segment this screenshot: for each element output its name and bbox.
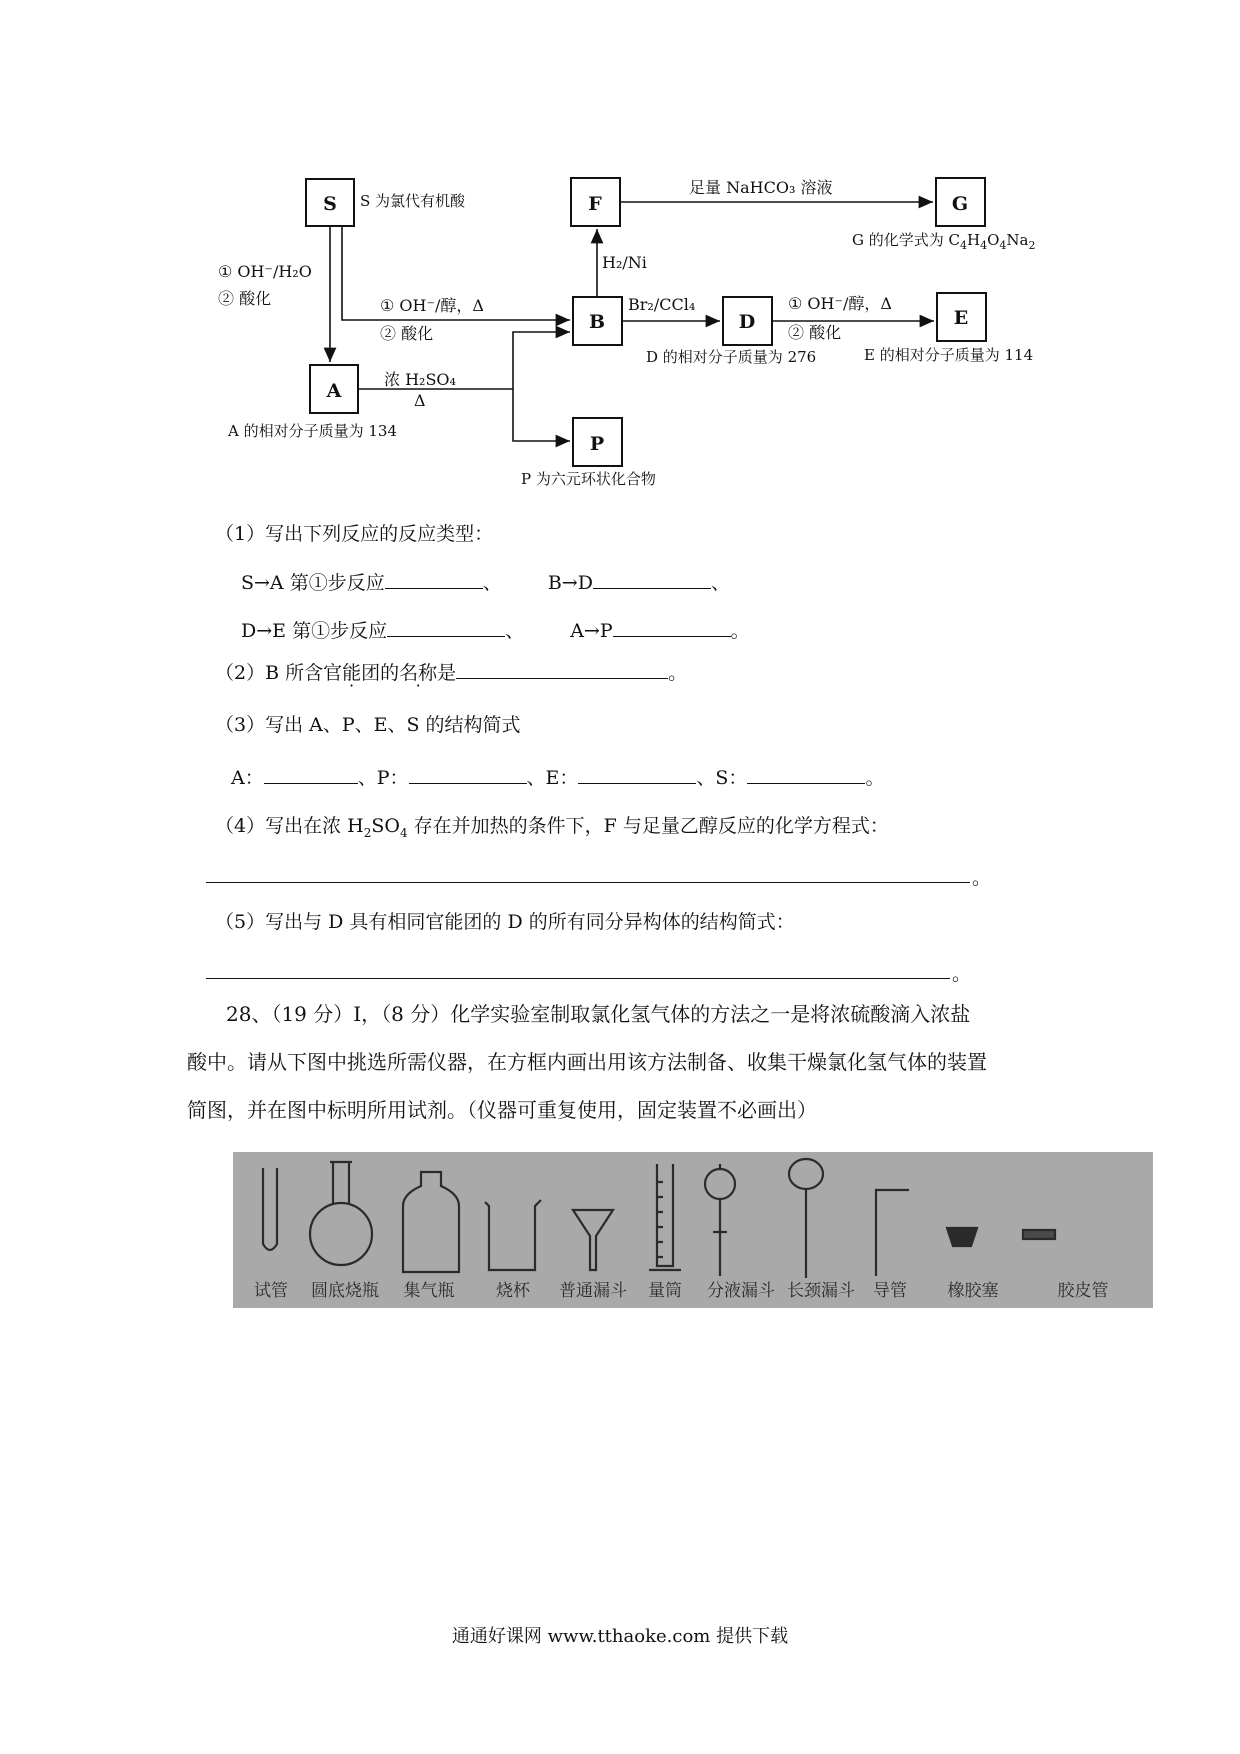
cond-D-E-1: ① OH⁻/醇，Δ [788,294,892,313]
q4-text: 存在并加热的条件下，F 与足量乙醇反应的化学方程式： [407,815,889,837]
period: 。 [865,767,885,789]
note-D: D 的相对分子质量为 276 [646,348,817,366]
answer-blank[interactable] [409,765,527,784]
svg-text:G: G [951,193,969,215]
subscript: 2 [363,826,372,840]
svg-text:A: A [326,380,342,402]
svg-text:F: F [588,193,602,215]
q4-text: SO [371,815,400,837]
rubber-tubing-icon [1023,1230,1055,1239]
node-S [306,179,354,226]
cond-B-D: Br₂/CCl₄ [628,295,696,314]
apparatus-figure [233,1152,1153,1308]
svg-text:B: B [588,311,606,333]
node-F [571,178,620,226]
cond-F-G: 足量 NaHCO₃ 溶液 [689,178,833,197]
q2-text: （2）B 所含 [215,662,324,684]
cond-A-P-2: Δ [414,391,426,410]
answer-blank[interactable] [264,765,358,784]
funnel-icon [573,1210,613,1270]
period: 。 [730,620,750,642]
node-G [936,178,985,226]
q1-row2 [241,618,750,643]
answer-blank[interactable] [613,618,731,637]
subscript: 4 [399,826,408,840]
node-P [573,418,622,466]
q2-emph: 官能团 [323,662,381,684]
q3-label-s: 、S： [696,767,748,789]
node-D [723,297,772,345]
cond-S-B-2: ② 酸化 [380,324,434,343]
apparatus-label: 试管 [254,1281,288,1301]
q3-row [231,765,884,790]
node-E [937,293,986,341]
separator: 、 [710,572,730,594]
q28-line2: 酸中。请从下图中挑选所需仪器，在方框内画出用该方法制备、收集干燥氯化氢气体的装置 [187,1050,987,1074]
answer-blank[interactable] [578,765,696,784]
apparatus-label: 橡胶塞 [947,1281,999,1301]
separator: 、 [505,620,525,642]
period: 。 [668,662,688,684]
note-A: A 的相对分子质量为 134 [228,422,397,440]
note-E: E 的相对分子质量为 114 [864,346,1034,364]
apparatus-label: 胶皮管 [1057,1281,1109,1301]
apparatus-label: 圆底烧瓶 [311,1281,379,1301]
q28-line3: 简图，并在图中标明所用试剂。（仪器可重复使用，固定装置不必画出） [187,1098,817,1122]
apparatus-label: 长颈漏斗 [787,1281,855,1301]
q1-title: （1）写出下列反应的反应类型： [215,523,494,545]
q1-row1 [241,570,730,595]
cond-S-A-1: ① OH⁻/H₂O [218,262,312,281]
q3-title: （3）写出 A、P、E、S 的结构简式 [215,714,521,736]
answer-blank[interactable] [456,660,668,679]
arrow-A-to-P [513,389,570,441]
note-G: G 的化学式为 $C_4H_4O_4Na_2$ [852,231,1036,252]
q5: （5）写出与 D 具有相同官能团的 D 的所有同分异构体的结构简式： [215,911,795,933]
gas-bottle-icon [403,1172,459,1272]
q28-line1: 28、（19 分）Ⅰ，（8 分）化学实验室制取氯化氢气体的方法之一是将浓硫酸滴入浓盐 [226,1002,971,1026]
q2-text: 的 [380,662,400,684]
separator: 、 [482,572,502,594]
answer-blank[interactable] [593,570,711,589]
q2 [215,660,687,685]
q5-period: 。 [952,963,972,985]
node-A [310,365,358,413]
graduated-cylinder-icon [649,1164,681,1270]
svg-text:P: P [589,433,605,455]
apparatus-label: 烧杯 [496,1281,530,1301]
apparatus-label: 分液漏斗 [707,1281,775,1301]
q4-text: （4）写出在浓 H [215,815,364,837]
q4-answer-line[interactable] [206,880,970,883]
answer-blank[interactable] [747,765,865,784]
q3-label-e: 、E： [526,767,579,789]
cond-B-F: H₂/Ni [602,253,647,272]
cond-A-P-1: 浓 H₂SO₄ [384,370,456,389]
svg-text:E: E [953,307,969,329]
q1-item-b-d: B→D [547,572,593,594]
apparatus-label: 集气瓶 [403,1281,455,1301]
q1-item-s-a: S→A 第①步反应 [241,572,385,594]
q2-text: 是 [437,662,457,684]
long-neck-funnel-icon [789,1159,823,1278]
cond-S-B-1: ① OH⁻/醇，Δ [380,296,484,315]
q3-label-a: A： [231,767,264,789]
q1-item-a-p: A→P [570,620,613,642]
arrow-A-to-B [513,332,570,389]
delivery-tube-icon [876,1190,909,1276]
beaker-icon [485,1200,541,1270]
note-S: S 为氯代有机酸 [360,192,466,210]
q1-item-d-e: D→E 第①步反应 [241,620,388,642]
cond-D-E-2: ② 酸化 [788,323,842,342]
round-bottom-flask-icon [310,1162,372,1265]
apparatus-label: 普通漏斗 [559,1281,627,1301]
cond-S-A-2: ② 酸化 [218,289,272,308]
node-B [573,297,622,345]
q5-answer-line[interactable] [206,976,950,979]
note-P: P 为六元环状化合物 [521,470,656,488]
svg-text:D: D [738,311,756,333]
apparatus-label: 量筒 [648,1281,682,1301]
separatory-funnel-icon [705,1164,735,1276]
answer-blank[interactable] [385,570,483,589]
svg-text:S: S [323,193,337,215]
answer-blank[interactable] [387,618,505,637]
q4 [215,814,889,840]
test-tube-icon [263,1168,277,1250]
rubber-stopper-icon [947,1228,977,1246]
q4-period: 。 [972,867,992,889]
q2-emph: 名称 [399,662,438,684]
reaction-flowchart [0,0,1240,520]
page-footer: 通通好课网 www.tthaoke.com 提供下载 [451,1626,789,1647]
q3-label-p: 、P： [357,767,409,789]
apparatus-label: 导管 [873,1281,907,1301]
